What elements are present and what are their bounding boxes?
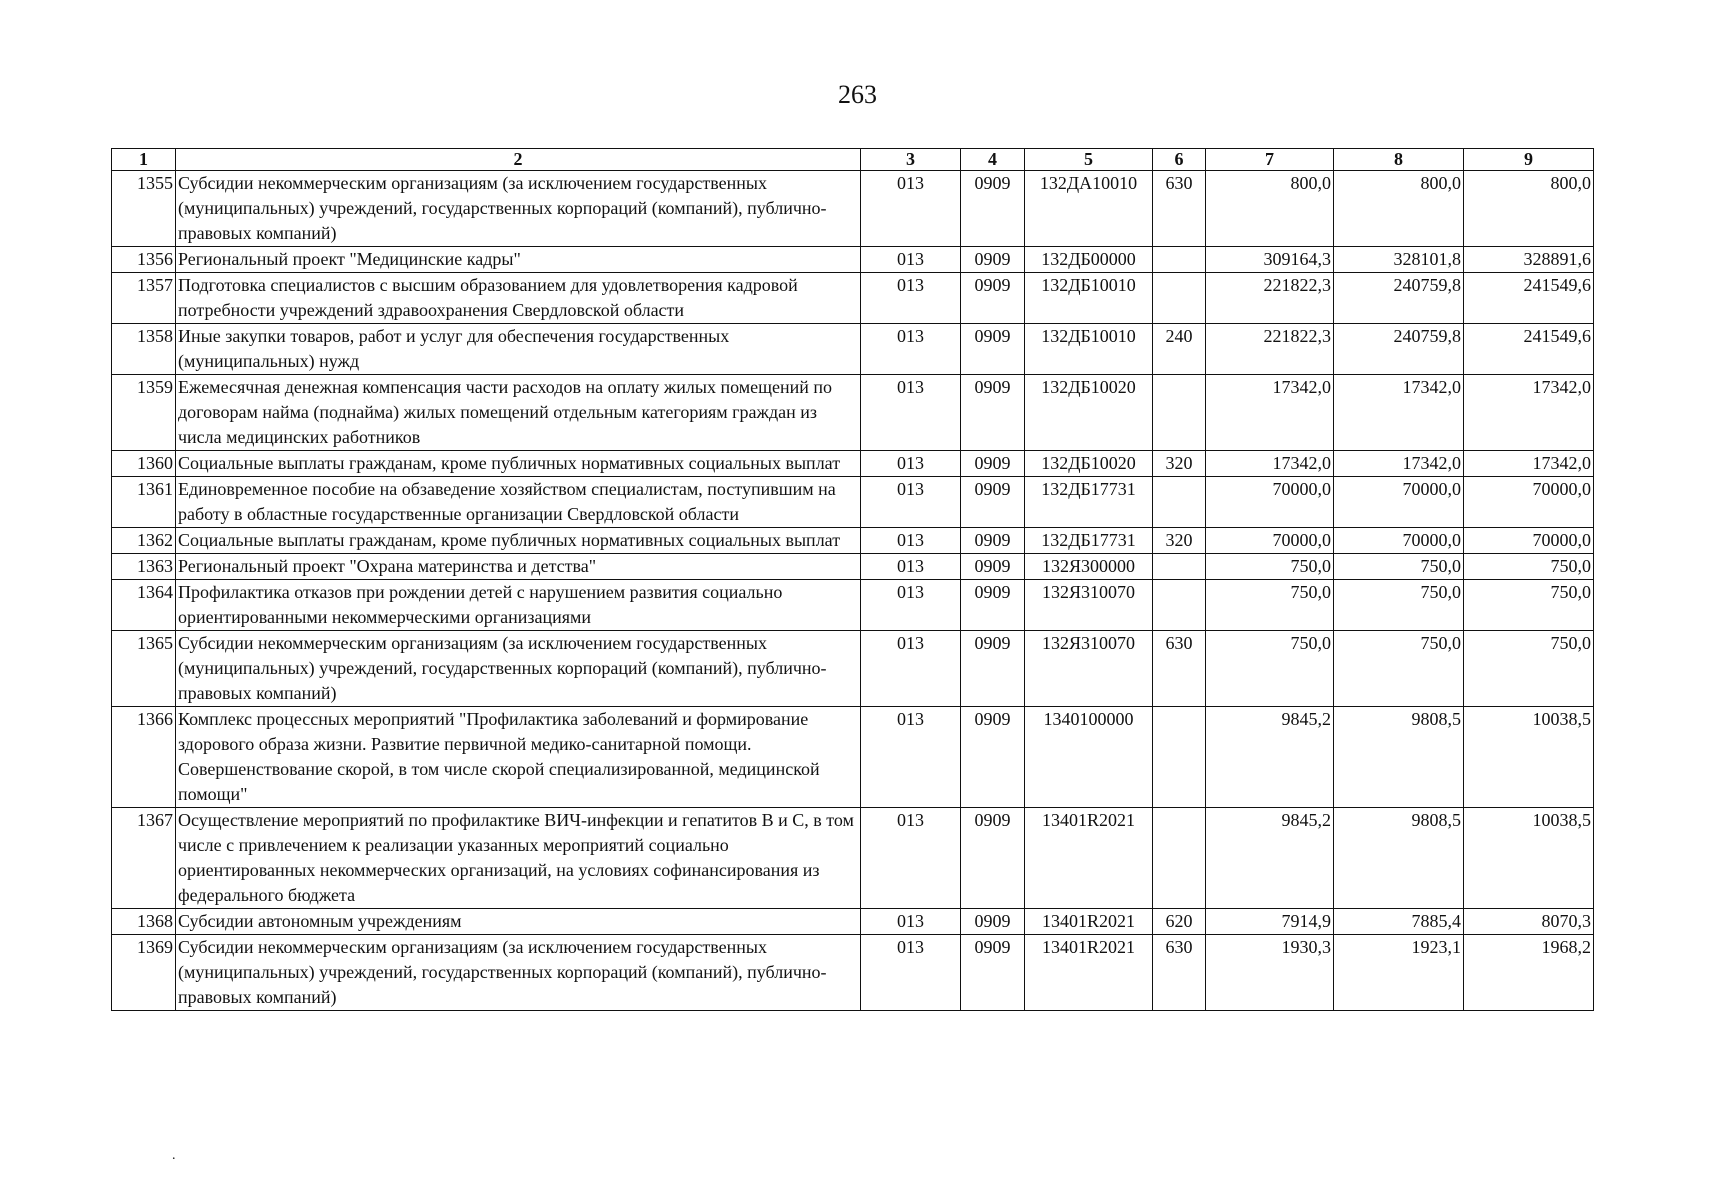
expense-type-cell [1153,477,1206,528]
amount-year1-cell: 9845,2 [1206,707,1334,808]
amount-year3-cell: 10038,5 [1464,707,1594,808]
amount-year1-cell: 750,0 [1206,580,1334,631]
amount-year2-cell: 17342,0 [1334,451,1464,477]
amount-year2-cell: 17342,0 [1334,375,1464,451]
row-number-cell: 1364 [112,580,176,631]
section-code-cell: 0909 [961,375,1025,451]
table-row [112,808,1594,909]
table-row [112,375,1594,451]
ministry-code-cell: 013 [861,451,961,477]
item-name-cell: Иные закупки товаров, работ и услуг для обеспечения государственных (муниципальных) нужд [176,324,861,375]
amount-year3-cell: 70000,0 [1464,528,1594,554]
item-name-cell: Социальные выплаты гражданам, кроме публичных нормативных социальных выплат [176,451,861,477]
amount-year1-cell: 17342,0 [1206,375,1334,451]
section-code-cell: 0909 [961,273,1025,324]
section-code-cell: 0909 [961,631,1025,707]
amount-year2-cell: 9808,5 [1334,707,1464,808]
amount-year1-cell: 9845,2 [1206,808,1334,909]
section-code-cell: 0909 [961,528,1025,554]
section-code-cell: 0909 [961,324,1025,375]
amount-year3-cell: 17342,0 [1464,451,1594,477]
table-row [112,273,1594,324]
item-name-cell: Субсидии некоммерческим организациям (за исключением государственных (муниципальных) учреждений, государственных корпораций (компаний), публично-правовых компаний) [176,171,861,247]
item-name-cell: Субсидии автономным учреждениям [176,909,861,935]
amount-year1-cell: 1930,3 [1206,935,1334,1011]
target-article-cell: 1340100000 [1025,707,1153,808]
expense-type-cell [1153,247,1206,273]
amount-year2-cell: 7885,4 [1334,909,1464,935]
ministry-code-cell: 013 [861,554,961,580]
ministry-code-cell: 013 [861,935,961,1011]
target-article-cell: 132ДБ10020 [1025,375,1153,451]
amount-year3-cell: 750,0 [1464,580,1594,631]
item-name-cell: Социальные выплаты гражданам, кроме публичных нормативных социальных выплат [176,528,861,554]
amount-year2-cell: 750,0 [1334,580,1464,631]
section-code-cell: 0909 [961,554,1025,580]
amount-year3-cell: 10038,5 [1464,808,1594,909]
table-header-row [112,149,1594,171]
amount-year2-cell: 240759,8 [1334,324,1464,375]
amount-year1-cell: 221822,3 [1206,273,1334,324]
amount-year2-cell: 70000,0 [1334,528,1464,554]
amount-year2-cell: 9808,5 [1334,808,1464,909]
row-number-cell: 1360 [112,451,176,477]
ministry-code-cell: 013 [861,909,961,935]
item-name-cell: Ежемесячная денежная компенсация части расходов на оплату жилых помещений по договорам найма (поднайма) жилых помещений отдельным категориям граждан из числа медицинских работников [176,375,861,451]
amount-year1-cell: 750,0 [1206,554,1334,580]
target-article-cell: 132ДБ17731 [1025,528,1153,554]
item-name-cell: Профилактика отказов при рождении детей с нарушением развития социально ориентированными некоммерческими организациями [176,580,861,631]
table-row [112,580,1594,631]
table-row [112,477,1594,528]
table-row [112,528,1594,554]
amount-year3-cell: 241549,6 [1464,324,1594,375]
row-number-cell: 1359 [112,375,176,451]
expense-type-cell [1153,808,1206,909]
amount-year2-cell: 1923,1 [1334,935,1464,1011]
target-article-cell: 132ДБ10020 [1025,451,1153,477]
item-name-cell: Подготовка специалистов с высшим образованием для удовлетворения кадровой потребности учреждений здравоохранения Свердловской области [176,273,861,324]
item-name-cell: Осуществление мероприятий по профилактике ВИЧ-инфекции и гепатитов В и С, в том числе с привлечением к реализации указанных мероприятий социально ориентированных некоммерческих организаций, на условиях софинансирования из федерального бюджета [176,808,861,909]
row-number-cell: 1361 [112,477,176,528]
amount-year2-cell: 800,0 [1334,171,1464,247]
ministry-code-cell: 013 [861,528,961,554]
page-number: 263 [838,80,877,109]
table-row [112,324,1594,375]
row-number-cell: 1358 [112,324,176,375]
amount-year2-cell: 328101,8 [1334,247,1464,273]
amount-year1-cell: 7914,9 [1206,909,1334,935]
target-article-cell: 13401R2021 [1025,935,1153,1011]
table-row [112,171,1594,247]
expense-type-cell: 630 [1153,631,1206,707]
item-name-cell: Комплекс процессных мероприятий "Профилактика заболеваний и формирование здорового образа жизни. Развитие первичной медико-санитарной помощи. Совершенствование скорой, в том числе скорой специализированной, медицинской помощи" [176,707,861,808]
table-row [112,631,1594,707]
table-row [112,707,1594,808]
item-name-cell: Региональный проект "Охрана материнства и детства" [176,554,861,580]
expense-type-cell [1153,554,1206,580]
target-article-cell: 132Я310070 [1025,580,1153,631]
amount-year3-cell: 1968,2 [1464,935,1594,1011]
amount-year1-cell: 800,0 [1206,171,1334,247]
column-header: 4 [961,149,1025,171]
ministry-code-cell: 013 [861,247,961,273]
expense-type-cell: 630 [1153,171,1206,247]
expense-type-cell: 630 [1153,935,1206,1011]
section-code-cell: 0909 [961,935,1025,1011]
amount-year1-cell: 309164,3 [1206,247,1334,273]
row-number-cell: 1366 [112,707,176,808]
target-article-cell: 13401R2021 [1025,909,1153,935]
ministry-code-cell: 013 [861,273,961,324]
table-row [112,451,1594,477]
amount-year1-cell: 70000,0 [1206,477,1334,528]
target-article-cell: 132ДБ10010 [1025,273,1153,324]
amount-year1-cell: 750,0 [1206,631,1334,707]
expense-type-cell: 320 [1153,451,1206,477]
item-name-cell: Субсидии некоммерческим организациям (за исключением государственных (муниципальных) учреждений, государственных корпораций (компаний), публично-правовых компаний) [176,935,861,1011]
ministry-code-cell: 013 [861,171,961,247]
amount-year2-cell: 750,0 [1334,554,1464,580]
table-row [112,247,1594,273]
target-article-cell: 132ДБ17731 [1025,477,1153,528]
expense-type-cell: 240 [1153,324,1206,375]
target-article-cell: 132ДБ00000 [1025,247,1153,273]
column-header: 2 [176,149,861,171]
row-number-cell: 1356 [112,247,176,273]
amount-year3-cell: 750,0 [1464,554,1594,580]
expense-type-cell [1153,707,1206,808]
column-header: 9 [1464,149,1594,171]
row-number-cell: 1355 [112,171,176,247]
expense-type-cell [1153,580,1206,631]
amount-year1-cell: 70000,0 [1206,528,1334,554]
table-row [112,554,1594,580]
item-name-cell: Субсидии некоммерческим организациям (за исключением государственных (муниципальных) учреждений, государственных корпораций (компаний), публично-правовых компаний) [176,631,861,707]
expense-type-cell: 620 [1153,909,1206,935]
ministry-code-cell: 013 [861,707,961,808]
column-header: 3 [861,149,961,171]
footnote-mark: . [172,1148,176,1163]
amount-year3-cell: 70000,0 [1464,477,1594,528]
section-code-cell: 0909 [961,909,1025,935]
amount-year1-cell: 17342,0 [1206,451,1334,477]
expense-type-cell: 320 [1153,528,1206,554]
section-code-cell: 0909 [961,451,1025,477]
target-article-cell: 132ДА10010 [1025,171,1153,247]
expense-type-cell [1153,273,1206,324]
budget-table [111,148,1594,1011]
amount-year3-cell: 328891,6 [1464,247,1594,273]
column-header: 5 [1025,149,1153,171]
row-number-cell: 1368 [112,909,176,935]
ministry-code-cell: 013 [861,580,961,631]
target-article-cell: 132ДБ10010 [1025,324,1153,375]
row-number-cell: 1362 [112,528,176,554]
ministry-code-cell: 013 [861,324,961,375]
target-article-cell: 13401R2021 [1025,808,1153,909]
column-header: 8 [1334,149,1464,171]
section-code-cell: 0909 [961,707,1025,808]
section-code-cell: 0909 [961,247,1025,273]
table-row [112,909,1594,935]
ministry-code-cell: 013 [861,477,961,528]
column-header: 6 [1153,149,1206,171]
target-article-cell: 132Я310070 [1025,631,1153,707]
item-name-cell: Региональный проект "Медицинские кадры" [176,247,861,273]
row-number-cell: 1367 [112,808,176,909]
column-header: 7 [1206,149,1334,171]
target-article-cell: 132Я300000 [1025,554,1153,580]
amount-year3-cell: 800,0 [1464,171,1594,247]
ministry-code-cell: 013 [861,808,961,909]
amount-year1-cell: 221822,3 [1206,324,1334,375]
amount-year3-cell: 750,0 [1464,631,1594,707]
row-number-cell: 1357 [112,273,176,324]
amount-year3-cell: 8070,3 [1464,909,1594,935]
section-code-cell: 0909 [961,580,1025,631]
amount-year3-cell: 17342,0 [1464,375,1594,451]
table-row [112,935,1594,1011]
amount-year2-cell: 240759,8 [1334,273,1464,324]
section-code-cell: 0909 [961,477,1025,528]
amount-year3-cell: 241549,6 [1464,273,1594,324]
section-code-cell: 0909 [961,808,1025,909]
amount-year2-cell: 750,0 [1334,631,1464,707]
column-header: 1 [112,149,176,171]
row-number-cell: 1365 [112,631,176,707]
row-number-cell: 1363 [112,554,176,580]
ministry-code-cell: 013 [861,375,961,451]
item-name-cell: Единовременное пособие на обзаведение хозяйством специалистам, поступившим на работу в областные государственные организации Свердловской области [176,477,861,528]
expense-type-cell [1153,375,1206,451]
row-number-cell: 1369 [112,935,176,1011]
ministry-code-cell: 013 [861,631,961,707]
section-code-cell: 0909 [961,171,1025,247]
table-body [112,171,1594,1011]
amount-year2-cell: 70000,0 [1334,477,1464,528]
